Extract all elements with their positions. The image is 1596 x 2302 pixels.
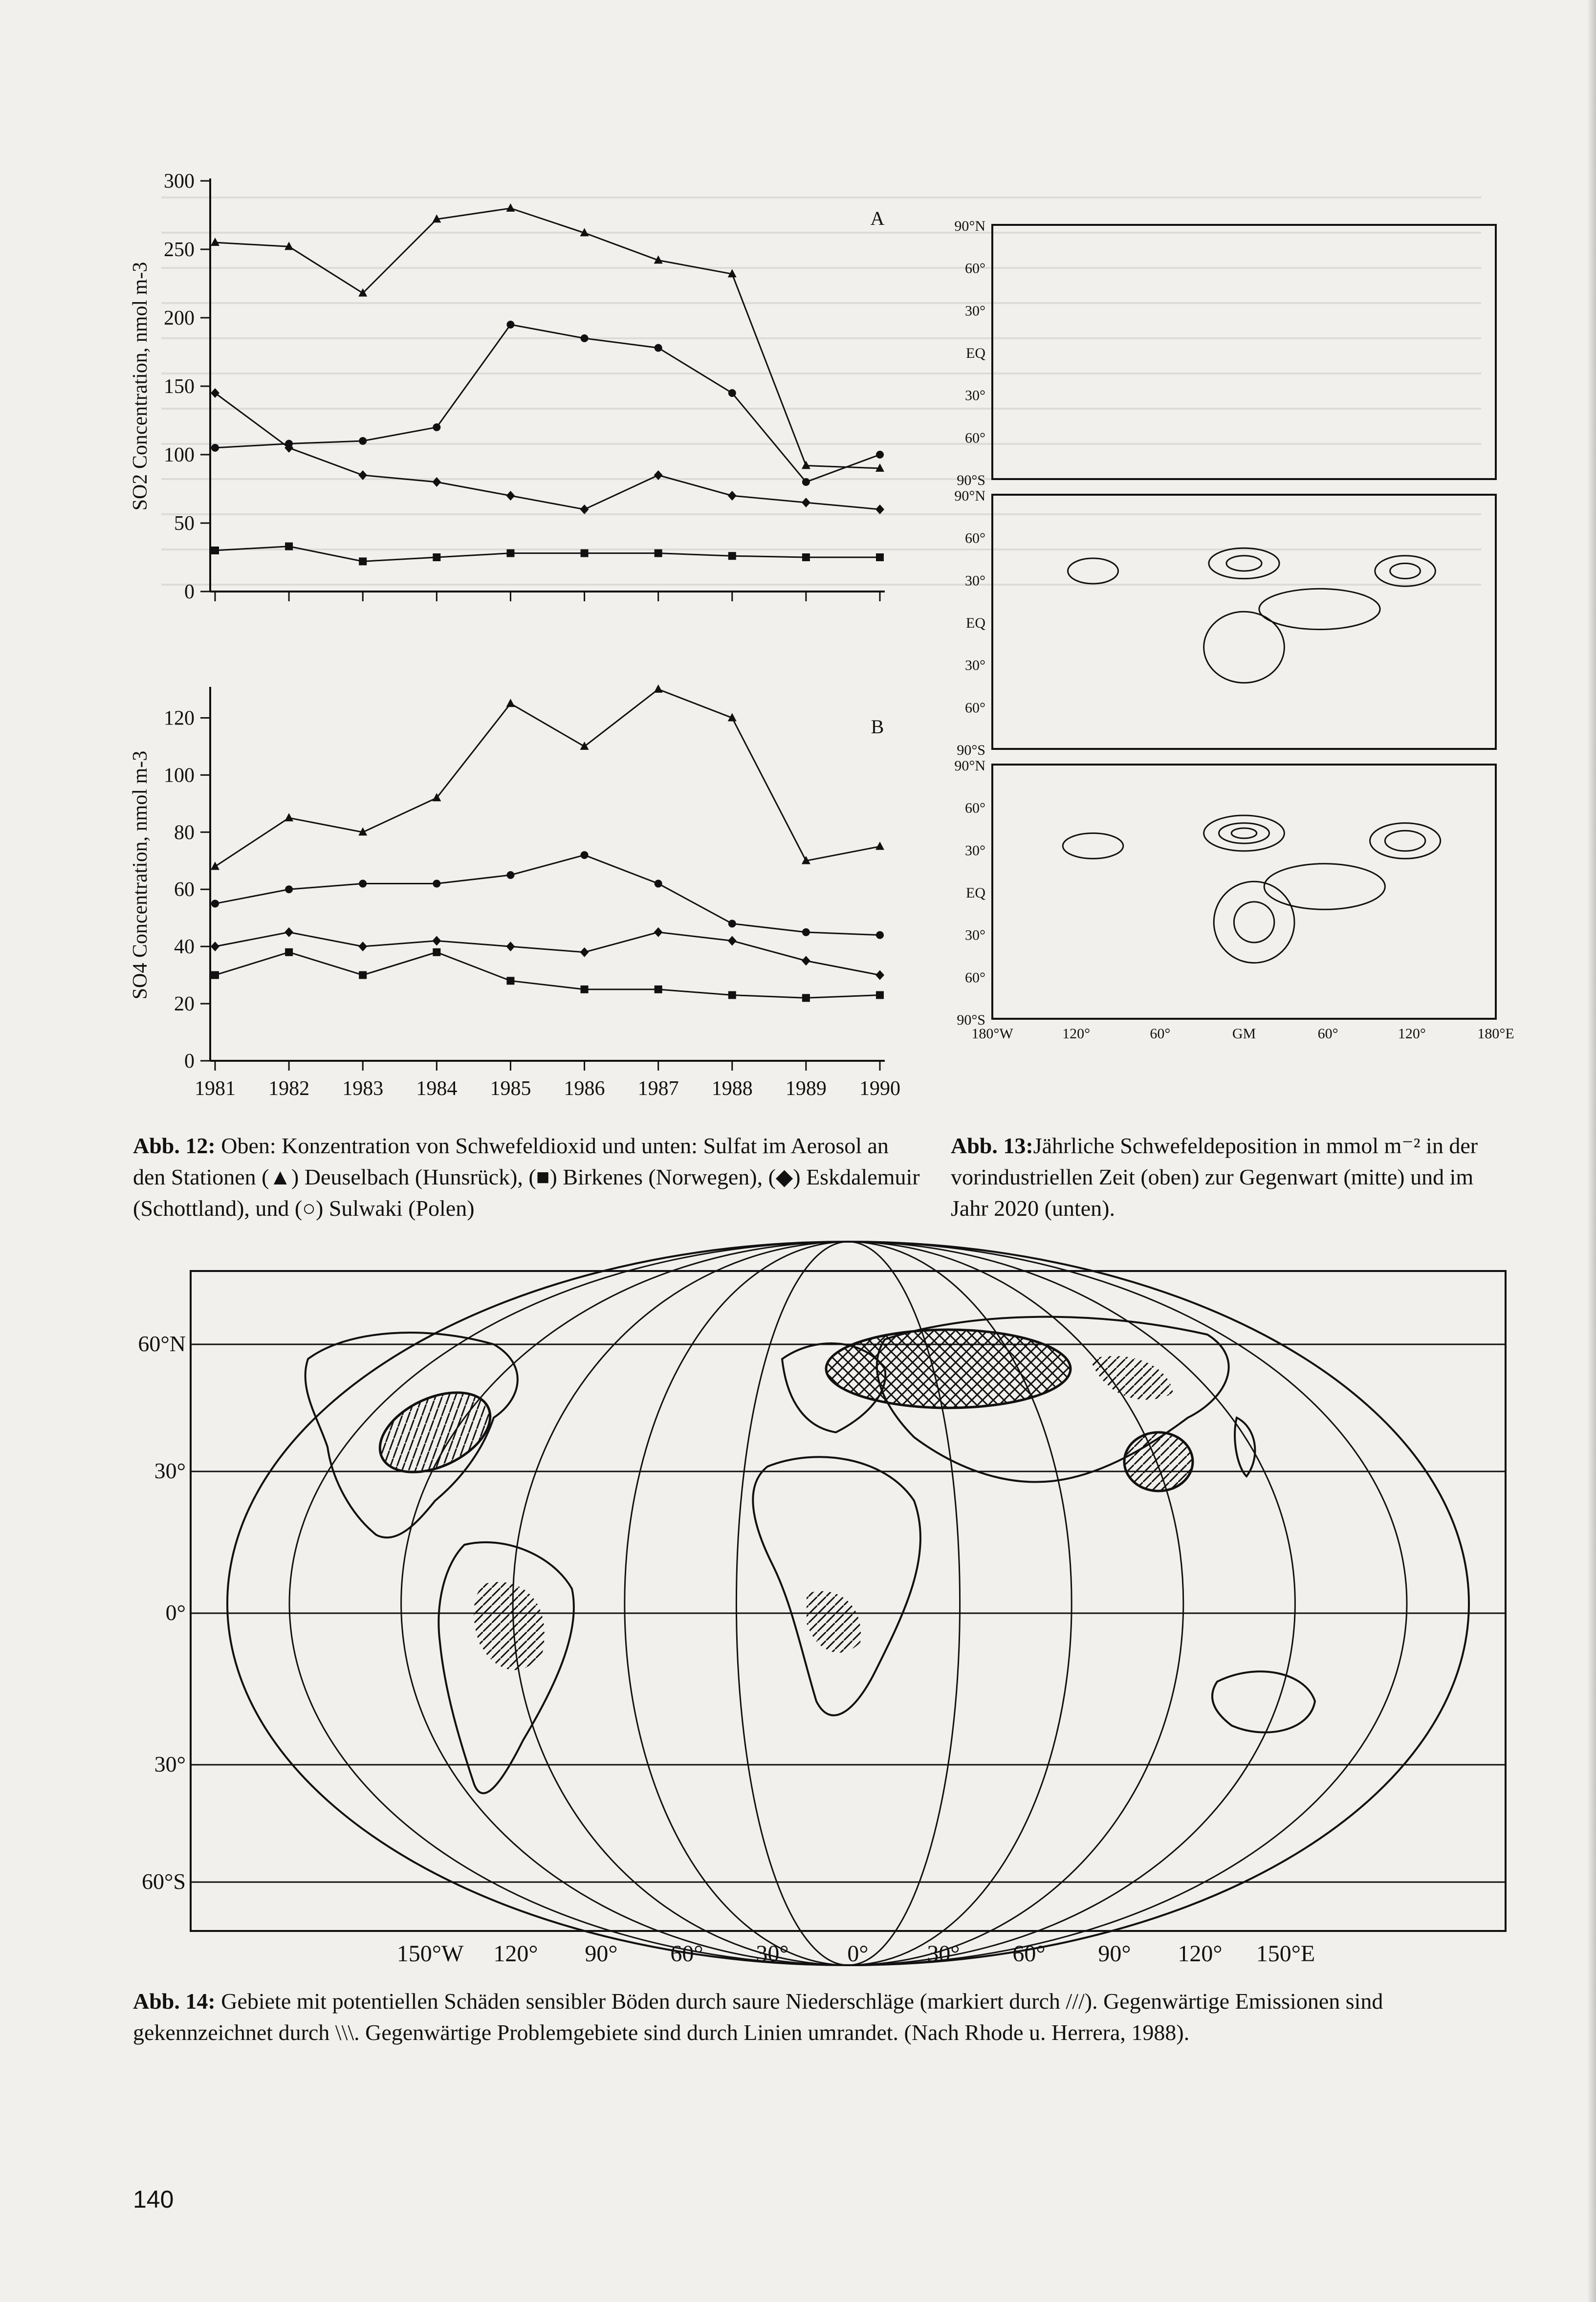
y-tick-label: 150 <box>164 375 195 398</box>
data-point-diamond <box>284 927 293 937</box>
data-point-diamond <box>211 388 219 398</box>
data-point-diamond <box>875 504 884 514</box>
coastline <box>1018 457 1471 467</box>
map-latitude-label: 30° <box>154 1458 186 1483</box>
series-line-triangle <box>215 208 880 468</box>
sensitive-soil-asia <box>1090 1356 1173 1400</box>
data-point-diamond <box>580 504 589 514</box>
contour-line <box>1370 823 1441 859</box>
contour-line <box>992 438 1496 442</box>
y-tick-label: 300 <box>164 170 195 193</box>
data-point-square <box>285 948 293 956</box>
data-point-square <box>211 547 219 554</box>
map-frame <box>992 495 1496 749</box>
data-point-diamond <box>802 498 810 507</box>
data-point-diamond <box>802 956 810 965</box>
map-latitude-label: 30° <box>965 303 985 319</box>
figure-13-caption <box>951 1130 1508 1224</box>
map-latitude-label: 60° <box>965 700 985 716</box>
data-point-circle <box>581 334 589 342</box>
chart-panel-a <box>129 170 885 603</box>
map-latitude-label: 90°N <box>954 218 985 234</box>
x-tick-label: 1988 <box>711 1077 753 1100</box>
contour-line <box>1264 864 1385 910</box>
map-latitude-label: 60° <box>965 260 985 277</box>
y-tick-label: 80 <box>174 821 195 844</box>
map-latitude-label: 90°S <box>957 472 985 488</box>
data-point-circle <box>655 344 662 352</box>
coastline <box>1212 1671 1315 1732</box>
map-latitude-label: 90°S <box>957 1012 985 1028</box>
map-latitude-label: 30° <box>965 927 985 943</box>
figure-13-maps <box>939 215 1514 1105</box>
coastline <box>1294 805 1460 871</box>
map-latitude-label: 60° <box>965 430 985 446</box>
data-point-square <box>581 549 589 557</box>
contour-line <box>1214 881 1294 963</box>
map-latitude-label: 30° <box>965 572 985 589</box>
problem-area-east-asia <box>1124 1432 1193 1491</box>
deposition-map-2 <box>954 488 1496 758</box>
coastline <box>1018 727 1471 737</box>
series-line-triangle <box>215 689 880 866</box>
coastline <box>1128 647 1165 717</box>
x-tick-label: 1989 <box>785 1077 827 1100</box>
data-point-diamond <box>875 970 884 980</box>
data-point-square <box>728 552 736 560</box>
map-longitude-label: 120° <box>1062 1026 1091 1042</box>
map-latitude-label: 30° <box>965 657 985 674</box>
contour-line <box>1219 823 1269 844</box>
map-coastlines <box>992 535 1496 736</box>
x-tick-label: 1985 <box>490 1077 531 1100</box>
map-latitude-label: EQ <box>966 345 985 361</box>
data-point-circle <box>802 928 810 936</box>
series-line-circle <box>215 325 880 482</box>
map-coastlines <box>992 265 1496 466</box>
y-axis-label: SO4 Concentration, nmol m-3 <box>129 750 152 1000</box>
contour-line <box>992 978 1496 982</box>
data-point-circle <box>285 440 293 448</box>
figure-12-caption <box>133 1130 925 1224</box>
data-point-square <box>655 549 662 557</box>
figure-13-caption-text: Jährliche Schwefeldeposition in mmol m⁻² in der vorindustriellen Zeit (oben) zur Gegenwart (mitte) und im Jahr 2020 (unten). <box>951 1133 1478 1221</box>
coastline <box>1219 273 1298 327</box>
map-longitude-label: 0° <box>847 1941 869 1967</box>
map-longitude-label: 180°E <box>1477 1026 1514 1042</box>
map-frame <box>992 225 1496 479</box>
coastline <box>1294 265 1460 331</box>
figure-14-world-map <box>122 1271 1520 1975</box>
map-longitude-label: 60° <box>1012 1941 1046 1967</box>
data-point-square <box>581 986 589 993</box>
y-tick-label: 250 <box>164 239 195 261</box>
data-point-square <box>802 994 810 1002</box>
data-point-square <box>285 543 293 550</box>
map-latitude-label: 90°N <box>954 758 985 774</box>
data-point-circle <box>728 920 736 927</box>
series-line-diamond <box>215 932 880 975</box>
contour-line <box>1063 833 1123 858</box>
data-point-square <box>359 971 367 979</box>
data-point-circle <box>581 851 589 859</box>
map-latitude-label: 60°N <box>138 1331 186 1356</box>
map-longitude-label: 90° <box>585 1941 618 1967</box>
x-tick-label: 1982 <box>268 1077 310 1100</box>
data-point-triangle <box>875 842 884 850</box>
data-point-diamond <box>506 491 515 501</box>
data-point-circle <box>433 880 440 888</box>
data-point-square <box>876 991 884 999</box>
data-point-triangle <box>211 238 219 246</box>
data-point-square <box>802 553 810 561</box>
data-point-square <box>655 986 662 993</box>
data-point-circle <box>359 437 367 445</box>
data-point-circle <box>506 871 514 879</box>
contour-line <box>992 708 1496 712</box>
data-point-diamond <box>211 942 219 951</box>
panel-letter: A <box>870 207 885 229</box>
coastline <box>1023 539 1157 642</box>
map-latitude-label: EQ <box>966 885 985 901</box>
data-point-circle <box>285 885 293 893</box>
data-point-triangle <box>654 684 663 693</box>
map-latitude-label: 60°S <box>142 1869 186 1894</box>
sensitive-soil-africa <box>807 1591 861 1653</box>
x-tick-label: 1981 <box>195 1077 236 1100</box>
contour-line <box>992 888 1496 897</box>
data-point-square <box>433 553 440 561</box>
x-tick-label: 1983 <box>342 1077 384 1100</box>
x-tick-label: 1986 <box>564 1077 605 1100</box>
data-point-circle <box>433 423 440 431</box>
data-point-triangle <box>211 861 219 870</box>
x-tick-label: 1987 <box>637 1077 679 1100</box>
data-point-circle <box>802 478 810 486</box>
y-tick-label: 60 <box>174 878 195 901</box>
coastline <box>1385 648 1445 678</box>
sensitive-soil-south-america <box>474 1582 545 1670</box>
map-coastlines <box>992 805 1496 1006</box>
data-point-diamond <box>580 947 589 957</box>
contour-line <box>1204 815 1285 851</box>
map-latitude-label: 60° <box>965 530 985 547</box>
series-line-square <box>215 547 880 562</box>
coastline <box>753 1457 920 1715</box>
map-latitude-label: 60° <box>965 800 985 816</box>
deposition-map-3 <box>954 758 1514 1042</box>
figure-13-caption-label: Abb. 13: <box>951 1133 1033 1158</box>
data-point-circle <box>211 444 219 452</box>
map-longitude-label: 180°W <box>971 1026 1013 1042</box>
coastline <box>1128 917 1165 987</box>
data-point-diamond <box>432 936 441 945</box>
data-point-circle <box>876 451 884 459</box>
y-tick-label: 120 <box>164 707 195 730</box>
figure-14-caption <box>133 1986 1511 2048</box>
data-point-triangle <box>506 699 515 707</box>
map-longitude-label: GM <box>1232 1026 1256 1042</box>
x-tick-label: 1984 <box>416 1077 458 1100</box>
figure-12-caption-label: Abb. 12: <box>133 1133 216 1158</box>
page-edge-shadow <box>1587 0 1596 2302</box>
map-longitude-label: 150°E <box>1256 1941 1315 1967</box>
map-latitude-label: 30° <box>965 842 985 859</box>
figure-14-caption-label: Abb. 14: <box>133 1989 216 2014</box>
coastline <box>1219 812 1298 867</box>
data-point-triangle <box>284 813 293 821</box>
map-longitude-label: 60° <box>670 1941 703 1967</box>
map-latitude-label: 90°S <box>957 742 985 758</box>
y-tick-label: 40 <box>174 936 195 959</box>
map-longitude-label: 30° <box>756 1941 789 1967</box>
data-point-circle <box>728 389 736 397</box>
coastline <box>1385 378 1445 408</box>
y-tick-label: 0 <box>184 1050 195 1073</box>
y-tick-label: 100 <box>164 764 195 787</box>
page-number: 140 <box>133 2186 174 2213</box>
figure-14-caption-text: Gebiete mit potentiellen Schäden sensibler Böden durch saure Niederschläge (markiert durch ///). Gegenwärtige Emissionen sind gekennzeichnet durch \\\. Gegenwärtige Problemgebiete sind durch Linien umrandet. (Nach Rhode u. Herrera, 1988). <box>133 1989 1383 2045</box>
data-point-circle <box>655 880 662 888</box>
x-tick-label: 1990 <box>859 1077 900 1100</box>
data-point-diamond <box>728 936 737 945</box>
map-latitude-label: 30° <box>154 1752 186 1776</box>
data-point-square <box>506 549 514 557</box>
deposition-map-1 <box>954 218 1496 488</box>
contour-line <box>1375 556 1436 586</box>
data-point-circle <box>359 880 367 888</box>
data-point-diamond <box>358 470 367 480</box>
map-frame <box>992 765 1496 1019</box>
data-point-diamond <box>654 470 663 480</box>
data-point-triangle <box>506 203 515 212</box>
contour-line <box>1068 558 1118 584</box>
y-tick-label: 0 <box>184 581 195 603</box>
data-point-square <box>728 991 736 999</box>
coastline <box>1018 997 1471 1007</box>
map-longitude-label: 120° <box>1178 1941 1223 1967</box>
contour-line <box>992 349 1496 357</box>
figure-12-caption-text: Oben: Konzentration von Schwefeldioxid und unten: Sulfat im Aerosol an den Stationen (▲) Deuselbach (Hunsrück), (■) Birkenes (Norwegen), (◆) Eskdalemuir (Schottland), und (○) Sulwaki (Polen) <box>133 1133 920 1221</box>
map-longitude-label: 90° <box>1098 1941 1131 1967</box>
data-point-square <box>876 553 884 561</box>
map-latitude-label: 60° <box>965 969 985 986</box>
chart-panel-b <box>129 684 900 1100</box>
data-point-triangle <box>580 742 589 750</box>
y-tick-label: 100 <box>164 444 195 466</box>
y-tick-label: 50 <box>174 512 195 535</box>
contour-line <box>992 618 1496 627</box>
data-point-diamond <box>358 942 367 951</box>
data-point-circle <box>211 899 219 907</box>
contour-line <box>1209 548 1279 578</box>
map-latitude-label: 0° <box>165 1600 186 1625</box>
contour-line <box>1385 831 1425 851</box>
map-longitude-label: 120° <box>493 1941 538 1967</box>
problem-area-europe <box>826 1330 1071 1408</box>
y-tick-label: 200 <box>164 307 195 329</box>
coastline <box>1023 809 1157 912</box>
contour-line <box>1231 828 1257 838</box>
y-axis-label: SO2 Concentration, nmol m-3 <box>129 262 152 511</box>
data-point-square <box>433 948 440 956</box>
coastline <box>1023 269 1157 373</box>
coastline <box>1229 330 1294 428</box>
map-longitude-label: 150°W <box>396 1941 464 1967</box>
y-tick-label: 20 <box>174 993 195 1016</box>
contour-line <box>1234 902 1274 943</box>
contour-line <box>1390 563 1421 578</box>
data-point-diamond <box>506 942 515 951</box>
data-point-diamond <box>654 927 663 937</box>
data-point-diamond <box>432 477 441 487</box>
coastline <box>1219 543 1298 597</box>
series-line-circle <box>215 855 880 935</box>
data-point-circle <box>876 931 884 939</box>
coastline <box>1128 377 1165 447</box>
data-point-circle <box>506 321 514 329</box>
map-latitude-label: EQ <box>966 615 985 631</box>
contour-line <box>1226 556 1262 571</box>
series-line-square <box>215 952 880 998</box>
data-point-square <box>211 971 219 979</box>
data-point-triangle <box>802 460 810 469</box>
map-longitude-label: 120° <box>1398 1026 1426 1042</box>
map-longitude-label: 60° <box>1317 1026 1338 1042</box>
coastline <box>1385 918 1445 948</box>
map-latitude-label: 30° <box>965 387 985 404</box>
map-latitude-label: 90°N <box>954 488 985 504</box>
map-longitude-label: 60° <box>1150 1026 1171 1042</box>
figure-12-charts <box>112 161 904 1115</box>
map-longitude-label: 30° <box>927 1941 960 1967</box>
data-point-square <box>506 977 514 985</box>
contour-line <box>1259 589 1380 629</box>
data-point-diamond <box>728 491 737 501</box>
data-point-square <box>359 557 367 565</box>
panel-letter: B <box>871 716 884 738</box>
